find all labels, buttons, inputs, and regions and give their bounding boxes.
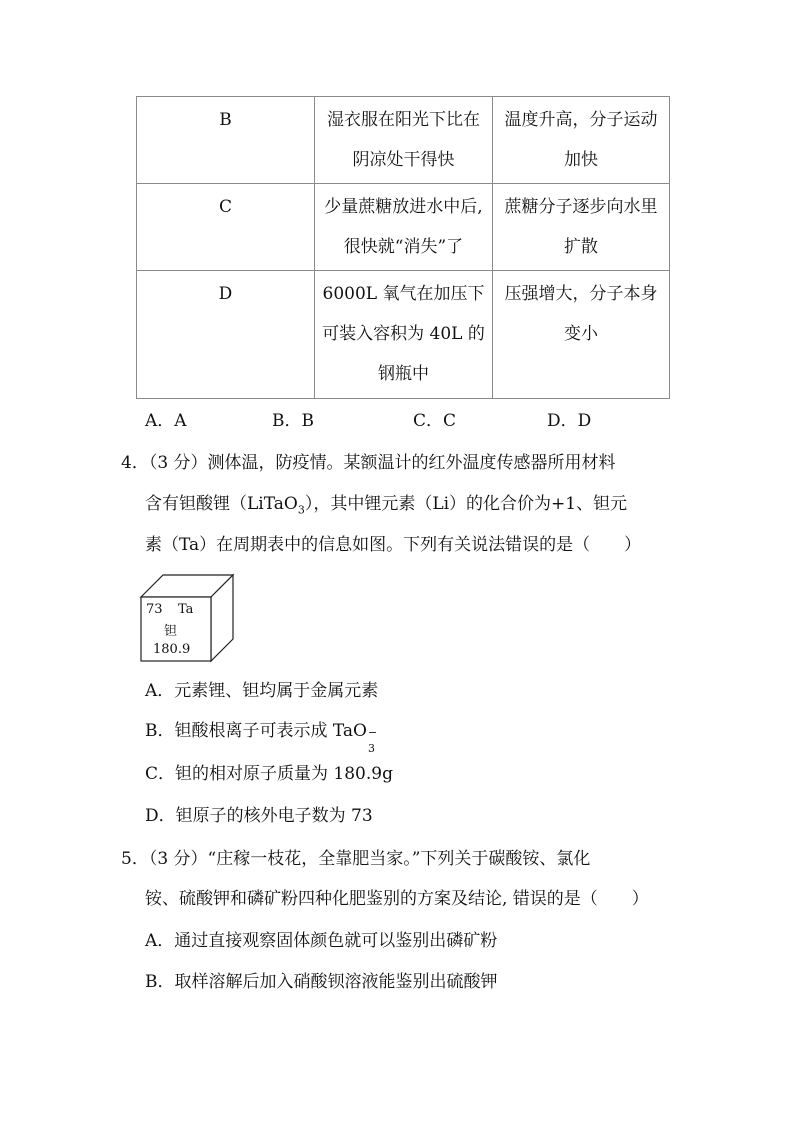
explanation-cell	[493, 97, 670, 184]
option-label-cell: C	[137, 184, 315, 271]
q4-option-b: B．钽酸根离子可表示成 TaO − 3	[145, 721, 378, 755]
phenomenon-line: 阴凉处干得快	[352, 150, 455, 170]
q3-option-c: C．C	[413, 411, 457, 431]
phenomenon-line: 很快就“消失”了	[343, 237, 464, 257]
phenomenon-cell	[315, 97, 493, 184]
table-row	[137, 97, 670, 184]
element-name: 钽	[164, 624, 178, 639]
explanation-cell	[493, 271, 670, 399]
explanation-line: 变小	[564, 324, 598, 344]
option-label-cell: D	[137, 271, 315, 399]
q5-option-b: B．取样溶解后加入硝酸钡溶液能鉴别出硫酸钾	[145, 972, 498, 992]
q3-option-a: A．A	[145, 411, 187, 431]
explanation-line: 压强增大，分子本身	[504, 284, 658, 304]
q4-option-d: D．钽原子的核外电子数为 73	[145, 806, 373, 826]
q4-option-c: C．钽的相对原子质量为 180.9g	[145, 764, 393, 784]
q5-stem-line2: 铵、硫酸钾和磷矿粉四种化肥鉴别的方案及结论, 错误的是（ ）	[145, 889, 649, 909]
phenomenon-line: 钢瓶中	[378, 364, 429, 384]
q3-options-row	[0, 409, 794, 433]
explanation-cell	[493, 184, 670, 271]
option-label-cell: B	[137, 97, 315, 184]
q4-stem-line2: 含有钽酸锂（LiTaO$_3$），其中锂元素（Li）的化合价为+1、钽元	[145, 494, 628, 517]
element-atomic-number: 73	[146, 602, 163, 617]
phenomenon-line: 湿衣服在阳光下比在	[327, 110, 480, 130]
table-row	[137, 271, 670, 399]
explanation-line: 加快	[564, 150, 598, 170]
q4-stem-line3: 素（Ta）在周期表中的信息如图。下列有关说法错误的是（ ）	[145, 535, 642, 555]
q5-stem-line1: 5．（3 分）“庄稼一枝花，全靠肥当家。”下列关于碳酸铵、氯化	[121, 849, 591, 869]
element-symbol: Ta	[178, 602, 194, 617]
q5-option-a: A．通过直接观察固体颜色就可以鉴别出磷矿粉	[145, 931, 498, 951]
q3-option-b: B．B	[272, 411, 314, 431]
phenomenon-cell	[315, 271, 493, 399]
phenomenon-line: 可装入容积为 40L 的	[322, 324, 485, 344]
phenomenon-line: 少量蔗糖放进水中后,	[324, 197, 483, 217]
q4-stem-line1: 4．（3 分）测体温，防疫情。某额温计的红外温度传感器所用材料	[121, 453, 616, 473]
table-row	[137, 184, 670, 271]
phenomenon-cell	[315, 184, 493, 271]
q3-option-d: D．D	[547, 411, 592, 431]
explanation-line: 扩散	[564, 237, 598, 257]
explanation-line: 温度升高，分子运动	[504, 110, 658, 130]
q4-option-a: A．元素锂、钽均属于金属元素	[145, 681, 379, 701]
explanation-line: 蔗糖分子逐步向水里	[504, 197, 658, 217]
element-atomic-mass: 180.9	[153, 642, 191, 657]
phenomenon-line: 6000L 氧气在加压下	[322, 284, 485, 304]
q3-options-table	[136, 96, 670, 399]
